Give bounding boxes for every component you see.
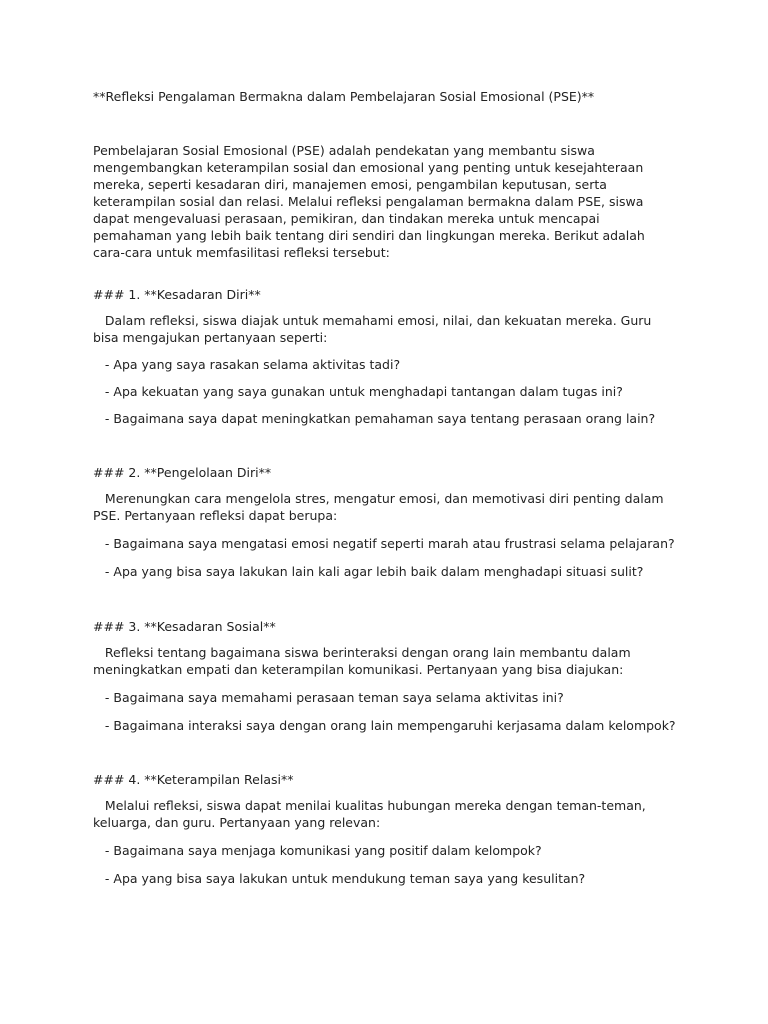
section-2-item-2: - Apa yang bisa saya lakukan lain kali agar lebih baik dalam menghadapi situasi sulit? [93, 564, 644, 579]
intro-paragraph: Pembelajaran Sosial Emosional (PSE) adalah pendekatan yang membantu siswa mengembangkan keterampilan sosial dan emosional yang penting untuk kesejahteraan mereka, seperti kesadaran diri, manajemen emosi, pengambilan keputusan, serta keterampilan sosial dan relasi. Melalui refleksi pengalaman bermakna dalam PSE, siswa dapat mengevaluasi perasaan, pemikiran, dan tindakan mereka untuk mencapai pemahaman yang lebih baik tentang diri sendiri dan lingkungan mereka. Berikut adalah cara-cara untuk memfasilitasi refleksi tersebut: [93, 143, 649, 260]
section-1-item-1: - Apa yang saya rasakan selama aktivitas tadi? [93, 357, 401, 372]
section-1-item-3: - Bagaimana saya dapat meningkatkan pemahaman saya tentang perasaan orang lain? [93, 411, 656, 426]
section-4-item-2: - Apa yang bisa saya lakukan untuk mendukung teman saya yang kesulitan? [93, 871, 586, 886]
section-3-item-2: - Bagaimana interaksi saya dengan orang lain mempengaruhi kerjasama dalam kelompok? [93, 718, 676, 733]
section-3-heading: ### 3. **Kesadaran Sosial** [93, 619, 276, 634]
section-4-body: Melalui refleksi, siswa dapat menilai kualitas hubungan mereka dengan teman-teman, keluarga, dan guru. Pertanyaan yang relevan: [93, 798, 650, 830]
section-1-heading: ### 1. **Kesadaran Diri** [93, 287, 261, 302]
section-3-item-1: - Bagaimana saya memahami perasaan teman saya selama aktivitas ini? [93, 690, 564, 705]
section-1-body: Dalam refleksi, siswa diajak untuk memahami emosi, nilai, dan kekuatan mereka. Guru bisa mengajukan pertanyaan seperti: [93, 313, 656, 345]
section-4-heading: ### 4. **Keterampilan Relasi** [93, 772, 294, 787]
section-2-body: Merenungkan cara mengelola stres, mengatur emosi, dan memotivasi diri penting dalam PSE. Pertanyaan refleksi dapat berupa: [93, 491, 668, 523]
section-3-body: Refleksi tentang bagaimana siswa berinteraksi dengan orang lain membantu dalam meningkatkan empati dan keterampilan komunikasi. Pertanyaan yang bisa diajukan: [93, 645, 635, 677]
document-title: **Refleksi Pengalaman Bermakna dalam Pembelajaran Sosial Emosional (PSE)** [93, 89, 595, 104]
section-2-heading: ### 2. **Pengelolaan Diri** [93, 465, 272, 480]
section-4-item-1: - Bagaimana saya menjaga komunikasi yang positif dalam kelompok? [93, 843, 542, 858]
section-2-item-1: - Bagaimana saya mengatasi emosi negatif seperti marah atau frustrasi selama pelajaran? [93, 536, 675, 551]
section-1-item-2: - Apa kekuatan yang saya gunakan untuk menghadapi tantangan dalam tugas ini? [93, 384, 623, 399]
